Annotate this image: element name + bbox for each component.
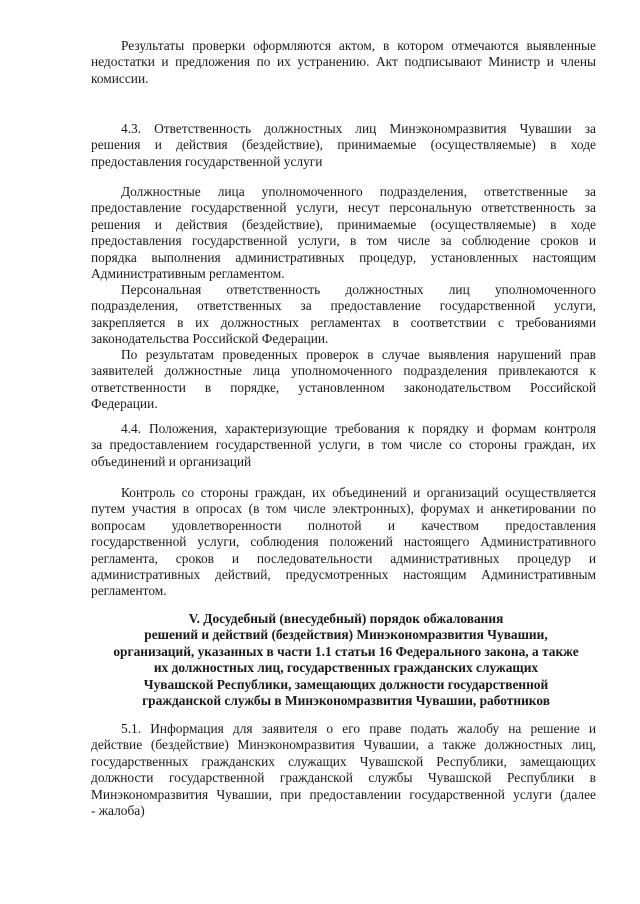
text-line: вопросам удовлетворенности полнотой и качеством предоставления xyxy=(91,517,596,533)
text-line: Минэкономразвития Чувашии, при предоставлении государственной услуги (далее xyxy=(91,786,596,802)
text-line: недостатки и предложения по их устранению. Акт подписывают Министр и члены xyxy=(91,54,596,70)
text-line: ответственности в порядке, установленном законодательством Российской xyxy=(91,379,596,395)
section-4-3-title xyxy=(91,121,596,170)
heading-line: V. Досудебный (внесудебный) порядок обжалования xyxy=(188,611,504,626)
section-v-heading xyxy=(86,611,606,709)
text-line: административных действий, предусмотренных настоящим Административным xyxy=(91,567,596,583)
text-line: порядка выполнения административных процедур, установленных настоящим xyxy=(91,249,596,265)
text-line: государственных гражданских служащих Чувашской Республики, замещающих xyxy=(91,753,596,769)
heading-line: гражданской службы в Минэкономразвития Чувашии, работников xyxy=(142,693,550,709)
text-line: подразделения, ответственных за предоставление государственной услуги, xyxy=(91,298,596,314)
text-line: комиссии. xyxy=(91,70,149,86)
text-line: государственной услуги, соблюдения положений настоящего Административного xyxy=(91,534,596,550)
heading-line: их должностных лиц, государственных гражданских служащих xyxy=(153,660,539,676)
text-line: регламента, сроков и последовательности административных процедур и xyxy=(91,550,596,566)
paragraph-5-1 xyxy=(91,721,596,819)
paragraph-4-3-3 xyxy=(91,347,596,413)
text-line: Федерации. xyxy=(91,396,158,412)
text-line: предоставления государственной услуги, в том числе за соблюдение сроков и xyxy=(91,233,596,249)
text-line: Должностные лица уполномоченного подразделения, ответственные за xyxy=(121,184,596,199)
heading-line: организаций, указанных в части 1.1 статьи 16 Федерального закона, а также xyxy=(113,643,579,659)
text-line: 4.4. Положения, характеризующие требования к порядку и формам контроля xyxy=(121,421,596,436)
text-line: предоставление государственной услуги, несут персональную ответственность за xyxy=(91,200,596,216)
text-line: заявителей должностные лица уполномоченного подразделения привлекаются к xyxy=(91,363,596,379)
text-line: решения и действия (бездействие), принимаемые (осуществляемые) в ходе xyxy=(91,216,596,232)
text-line: По результатам проведенных проверок в случае выявления нарушений прав xyxy=(121,347,596,362)
heading-line: Чувашской Республики, замещающих должности государственной xyxy=(143,676,549,692)
paragraph-4-3-2 xyxy=(91,282,596,348)
text-line: законодательства Российской Федерации. xyxy=(91,331,329,347)
text-line: Административным регламентом. xyxy=(91,266,285,282)
heading-line: решений и действий (бездействия) Минэкономразвития Чувашии, xyxy=(144,627,548,643)
text-line: 5.1. Информация для заявителя о его праве подать жалобу на решение и xyxy=(121,721,596,736)
paragraph-4-3-1 xyxy=(91,184,596,282)
text-line: путем участия в опросах (в том числе электронных), форумах и анкетировании по xyxy=(91,501,596,517)
paragraph-intro xyxy=(91,38,596,87)
text-line: регламентом. xyxy=(91,583,167,599)
text-line: должности государственной гражданской службы Чувашской Республики в xyxy=(91,770,596,786)
text-line: Результаты проверки оформляются актом, в котором отмечаются выявленные xyxy=(121,38,596,53)
text-line: закрепляется в их должностных регламентах в соответствии с требованиями xyxy=(91,314,596,330)
text-line: объединений и организаций xyxy=(91,453,252,469)
paragraph-4-4-1 xyxy=(91,485,596,600)
text-line: решения и действия (бездействие), принимаемые (осуществляемые) в ходе xyxy=(91,137,596,153)
text-line: за предоставлением государственной услуги, в том числе со стороны граждан, их xyxy=(91,437,596,453)
text-line: действие (бездействие) Минэкономразвития Чувашии, а также должностных лиц, xyxy=(91,737,596,753)
text-line: Контроль со стороны граждан, их объединений и организаций осуществляется xyxy=(121,485,596,500)
text-line: 4.3. Ответственность должностных лиц Минэкономразвития Чувашии за xyxy=(121,121,596,136)
text-line: Персональная ответственность должностных лиц уполномоченного xyxy=(121,282,596,297)
section-4-4-title xyxy=(91,421,596,470)
text-line: - жалоба) xyxy=(91,803,145,819)
text-line: предоставления государственной услуги xyxy=(91,153,323,169)
